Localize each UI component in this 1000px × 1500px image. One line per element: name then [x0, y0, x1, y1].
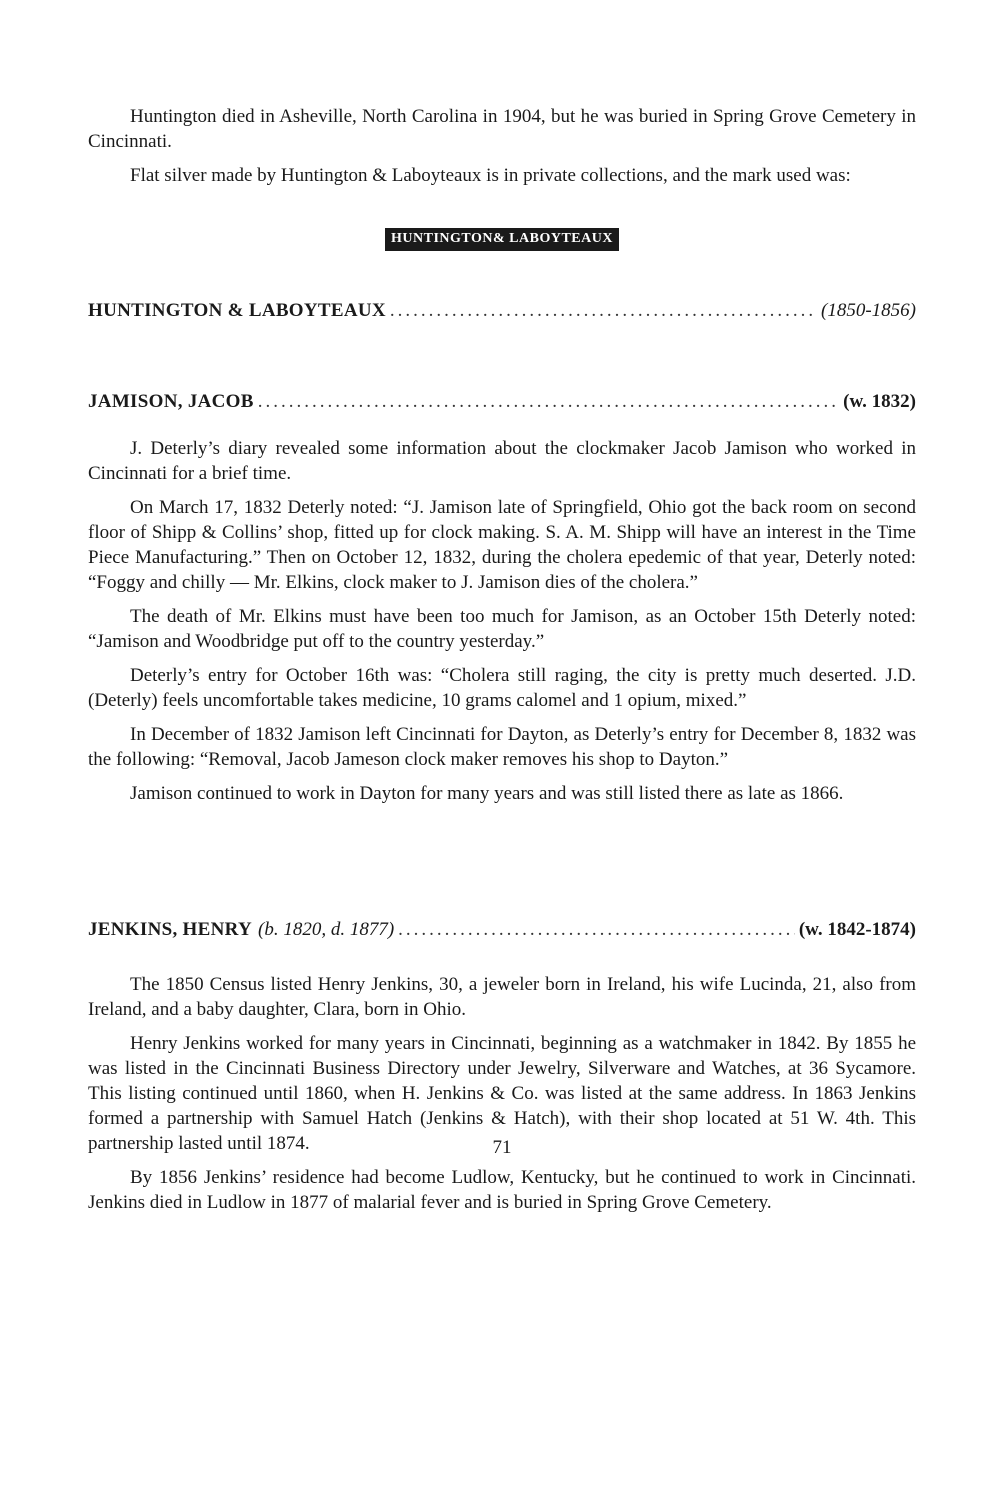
entry-paragraph: Deterly’s entry for October 16th was: “Cholera still raging, the city is pretty much deserted. J.D. (Deterly) feels uncomfortable takes medicine, 10 grams calomel and 1 opium, mixed.”: [88, 665, 916, 711]
intro-paragraph: Huntington died in Asheville, North Carolina in 1904, but he was buried in Spring Grove Cemetery in Cincinnati.: [88, 106, 916, 152]
entry-heading: [88, 917, 916, 942]
entry-lifespan: (b. 1820, d. 1877): [258, 919, 395, 940]
entry-name: JAMISON, JACOB: [88, 391, 254, 412]
entry-paragraph: Henry Jenkins worked for many years in Cincinnati, beginning as a watchmaker in 1842. By 1855 he was listed in the Cincinnati Business Directory under Jewelry, Silverware and Watches, at 36 Sycamore. This listing continued until 1860, when H. Jenkins & Co. was listed at the same address. In 1863 Jenkins formed a partnership with Samuel Hatch (Jenkins & Hatch), with their shop located at 51 W. 4th. This partnership lasted until 1874.: [88, 1033, 916, 1154]
intro-paragraph: Flat silver made by Huntington & Laboyteaux is in private collections, and the mark used was:: [130, 165, 851, 186]
page-number: 71: [492, 1137, 512, 1158]
maker-mark-container: [88, 228, 916, 252]
entry-jenkins-henry: [88, 917, 916, 1215]
entry-dates: (w. 1832): [843, 391, 916, 412]
entry-paragraph: The 1850 Census listed Henry Jenkins, 30, a jeweler born in Ireland, his wife Lucinda, 21, also from Ireland, and a baby daughter, Clara, born in Ohio.: [88, 974, 916, 1020]
entry-huntington-laboyteaux: [88, 298, 916, 323]
entry-dates: (1850-1856): [821, 300, 916, 321]
entry-paragraph: By 1856 Jenkins’ residence had become Ludlow, Kentucky, but he continued to work in Cincinnati. Jenkins died in Ludlow in 1877 of malarial fever and is buried in Spring Grove Cemetery.: [88, 1167, 916, 1213]
dot-leader: [390, 298, 817, 323]
entry-dates: (w. 1842-1874): [798, 919, 916, 940]
dot-leader: [258, 389, 839, 414]
dot-leader: [398, 917, 795, 942]
page-body: [88, 104, 916, 1215]
entry-paragraph: Jamison continued to work in Dayton for many years and was still listed there as late as 1866.: [130, 783, 844, 804]
entry-paragraph: In December of 1832 Jamison left Cincinnati for Dayton, as Deterly’s entry for December 8, 1832 was the following: “Removal, Jacob Jameson clock maker removes his shop to Dayton.”: [88, 724, 916, 770]
entry-heading: [88, 389, 916, 414]
entry-heading: [88, 298, 916, 323]
entry-name: JENKINS, HENRY: [88, 919, 253, 940]
intro-section: [88, 104, 916, 252]
entry-paragraph: On March 17, 1832 Deterly noted: “J. Jamison late of Springfield, Ohio got the back room on second floor of Shipp & Collins’ shop, fitted up for clock making. S. A. M. Shipp will have an interest in the Time Piece Manufacturing.” Then on October 12, 1832, during the cholera epedemic of that year, Deterly noted: “Foggy and chilly — Mr. Elkins, clock maker to J. Jamison dies of the cholera.”: [88, 497, 916, 593]
maker-mark: HUNTINGTON& LABOYTEAUX: [385, 228, 619, 251]
entry-name: HUNTINGTON & LABOYTEAUX: [88, 300, 386, 321]
entry-paragraph: The death of Mr. Elkins must have been too much for Jamison, as an October 15th Deterly noted: “Jamison and Woodbridge put off to the country yesterday.”: [88, 606, 916, 652]
entry-jamison-jacob: [88, 389, 916, 806]
entry-paragraph: J. Deterly’s diary revealed some information about the clockmaker Jacob Jamison who worked in Cincinnati for a brief time.: [88, 438, 916, 484]
